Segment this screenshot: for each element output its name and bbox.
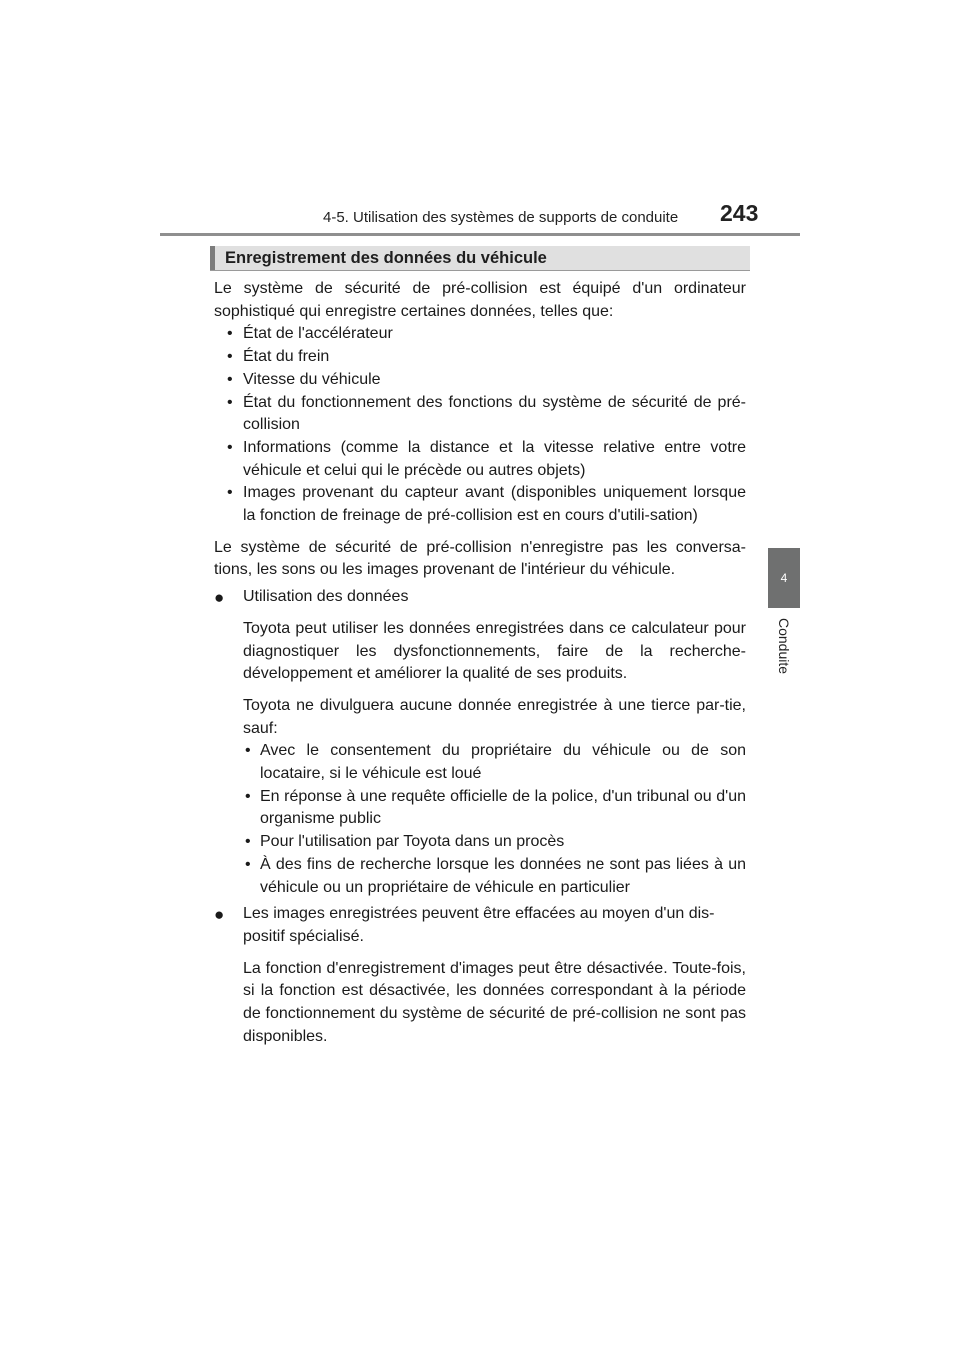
chapter-label: Conduite — [776, 618, 792, 675]
list-item: • Pour l'utilisation par Toyota dans un procès — [243, 831, 746, 854]
list-item: • Avec le consentement du propriétaire du véhicule ou de son locataire, si le véhicule est loué — [243, 740, 746, 785]
images-paragraph: La fonction d'enregistrement d'images peut être désactivée. Toute-fois, si la fonction est désactivée, les données correspondant à la période de fonctionnement du système de sécurité de pré-collision ne sont pas disponibles. — [243, 959, 746, 1045]
list-item: • État de l'accélérateur — [214, 323, 746, 346]
list-item: • État du frein — [214, 346, 746, 369]
list-item: • Vitesse du véhicule — [214, 369, 746, 392]
list-item: • En réponse à une requête officielle de la police, d'un tribunal ou d'un organisme public — [243, 786, 746, 831]
running-header: 4-5. Utilisation des systèmes de supports de conduite — [323, 209, 679, 226]
header-rule — [160, 233, 800, 236]
filled-circle-icon: ● — [214, 588, 225, 608]
images-heading — [214, 903, 746, 948]
list-item: • Informations (comme la distance et la vitesse relative entre votre véhicule et celui qui le précède ou autres objets) — [214, 437, 746, 482]
page-number: 243 — [720, 200, 759, 226]
data-use-heading — [214, 586, 746, 609]
list-item: • Images provenant du capteur avant (disponibles uniquement lorsque la fonction de freinage de pré-collision est en cours d'utili-sation) — [214, 482, 746, 527]
recorded-data-list — [214, 323, 746, 527]
intro-paragraph: Le système de sécurité de pré-collision est équipé d'un ordinateur sophistiqué qui enregistre certaines données, telles que: — [214, 280, 746, 320]
section-heading-bar — [210, 246, 750, 271]
images-heading-text: Les images enregistrées peuvent être effacées au moyen d'un dis-positif spécialisé. — [243, 905, 715, 945]
images-section — [214, 958, 746, 1049]
exceptions-list — [243, 740, 746, 899]
filled-circle-icon: ● — [214, 905, 225, 925]
chapter-tab — [768, 548, 800, 608]
list-item: • À des fins de recherche lorsque les données ne sont pas liées à un véhicule ou un propriétaire de véhicule en particulier — [243, 854, 746, 899]
data-use-heading-text: Utilisation des données — [243, 588, 409, 606]
data-use-section — [214, 618, 746, 899]
data-use-paragraph-2: Toyota ne divulguera aucune donnée enregistrée à une tierce par-tie, sauf: — [243, 696, 746, 737]
chapter-number: 4 — [780, 571, 788, 585]
data-use-paragraph-1: Toyota peut utiliser les données enregistrées dans ce calculateur pour diagnostiquer les dysfonctionnements, faire de la recherche-développement et améliorer la qualité de ses produits. — [243, 619, 746, 683]
main-content — [214, 278, 746, 1049]
section-title: Enregistrement des données du véhicule — [225, 249, 547, 267]
list-item: • État du fonctionnement des fonctions du système de sécurité de pré-collision — [214, 392, 746, 437]
no-record-paragraph: Le système de sécurité de pré-collision n'enregistre pas les conversa-tions, les sons ou les images provenant de l'intérieur du véhicule. — [214, 538, 746, 579]
